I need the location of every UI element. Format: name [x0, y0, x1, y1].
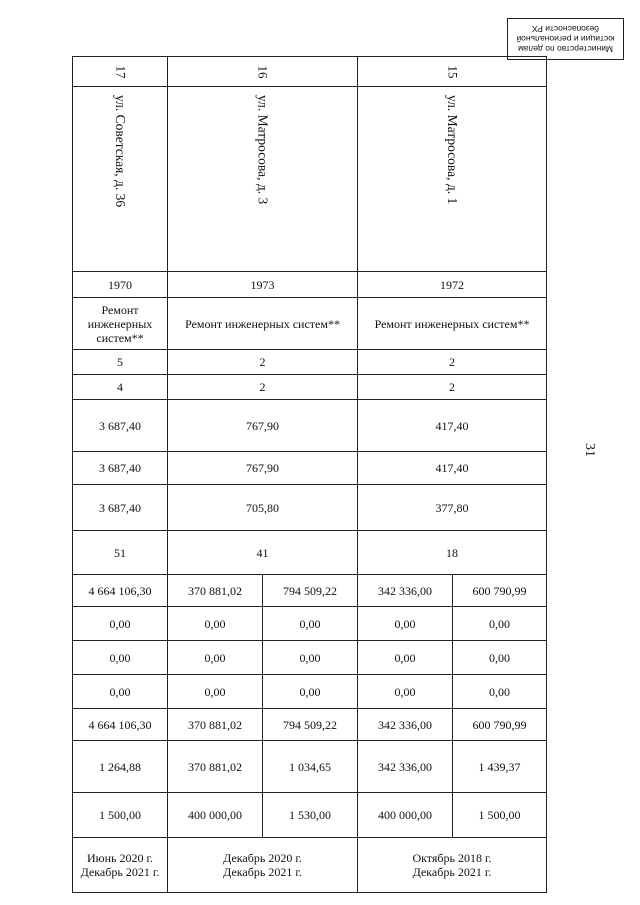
- table-cell: 370 881,02: [168, 709, 263, 741]
- table-cell: 2: [358, 375, 547, 400]
- table-row: [73, 607, 547, 641]
- ministry-stamp: [507, 18, 624, 60]
- address: ул. Матросова, д. 1: [445, 95, 460, 205]
- table-row: [73, 793, 547, 838]
- table-cell: 3 687,40: [73, 485, 168, 531]
- work-type: Ремонт инженерных систем**: [358, 298, 547, 350]
- table-cell: 4 664 106,30: [73, 575, 168, 607]
- table-row: [73, 375, 547, 400]
- table-row: [73, 57, 547, 87]
- table-cell: 1 530,00: [263, 793, 358, 838]
- residents-count: 18: [358, 531, 547, 575]
- stamp-line: юстиции и региональной: [516, 34, 615, 44]
- table-cell: 377,80: [358, 485, 547, 531]
- table-cell: 1 439,37: [453, 741, 547, 793]
- table-cell: 342 336,00: [358, 575, 453, 607]
- table-cell: [358, 87, 547, 272]
- table-row: [73, 400, 547, 452]
- table-cell: 0,00: [73, 607, 168, 641]
- total-area: 3 687,40: [73, 400, 168, 452]
- table-cell: 417,40: [358, 452, 547, 485]
- table-cell: 4: [73, 375, 168, 400]
- row-number: 17: [113, 65, 128, 78]
- table-cell: 0,00: [168, 607, 263, 641]
- table-cell: 0,00: [358, 675, 453, 709]
- residents-count: 51: [73, 531, 168, 575]
- table-cell: 794 509,22: [263, 575, 358, 607]
- page-number: 31: [582, 443, 597, 457]
- work-type: Ремонт инженерных систем**: [73, 298, 168, 350]
- work-period: [358, 838, 547, 893]
- table-cell: 342 336,00: [358, 709, 453, 741]
- table-cell: 400 000,00: [358, 793, 453, 838]
- address: ул. Советская, д. 36: [113, 95, 128, 208]
- table-row: [73, 675, 547, 709]
- table-cell: 400 000,00: [168, 793, 263, 838]
- table-cell: 370 881,02: [168, 741, 263, 793]
- table-cell: 0,00: [263, 675, 358, 709]
- table-cell: 0,00: [263, 607, 358, 641]
- table-cell: 0,00: [263, 641, 358, 675]
- period-start: Декабрь 2020 г.: [223, 851, 302, 865]
- address: ул. Матросова, д. 3: [255, 95, 271, 205]
- table-cell: 0,00: [453, 641, 547, 675]
- work-period: [73, 838, 168, 893]
- work-type: Ремонт инженерных систем**: [168, 298, 358, 350]
- total-area: 767,90: [168, 400, 358, 452]
- work-period: [168, 838, 358, 893]
- table-cell: 370 881,02: [168, 575, 263, 607]
- total-area: 417,40: [358, 400, 547, 452]
- table-cell: [358, 57, 547, 87]
- housing-repair-table: [72, 56, 547, 893]
- table-cell: 4 664 106,30: [73, 709, 168, 741]
- table-cell: [168, 87, 358, 272]
- table-cell: 1 264,88: [73, 741, 168, 793]
- build-year: 1970: [73, 272, 168, 298]
- table-row: [73, 531, 547, 575]
- table-row: [73, 741, 547, 793]
- table-cell: 3 687,40: [73, 452, 168, 485]
- stamp-line: Министерство по делам: [517, 44, 614, 54]
- table-row: [73, 838, 547, 893]
- table-row: [73, 350, 547, 375]
- period-start: Октябрь 2018 г.: [412, 851, 492, 865]
- table-row: [73, 298, 547, 350]
- table-cell: 767,90: [168, 452, 358, 485]
- table-row: [73, 575, 547, 607]
- table-row: [73, 272, 547, 298]
- build-year: 1973: [168, 272, 358, 298]
- period-end: Декабрь 2021 г.: [412, 865, 492, 879]
- table-cell: 0,00: [168, 675, 263, 709]
- table-cell: [73, 57, 168, 87]
- table-cell: 2: [168, 350, 358, 375]
- period-end: Декабрь 2021 г.: [80, 865, 160, 879]
- table-cell: 600 790,99: [453, 575, 547, 607]
- table-cell: 2: [168, 375, 358, 400]
- table-cell: 705,80: [168, 485, 358, 531]
- table-cell: 0,00: [358, 641, 453, 675]
- table-cell: 0,00: [73, 641, 168, 675]
- table-row: [73, 709, 547, 741]
- period-end: Декабрь 2021 г.: [223, 865, 302, 879]
- table-row: [73, 87, 547, 272]
- table-row: [73, 452, 547, 485]
- table-row: [73, 641, 547, 675]
- table-cell: 0,00: [453, 607, 547, 641]
- row-number: 15: [445, 65, 460, 78]
- table-cell: 0,00: [168, 641, 263, 675]
- period-start: Июнь 2020 г.: [86, 851, 154, 865]
- row-number: 16: [255, 65, 271, 78]
- table-cell: 342 336,00: [358, 741, 453, 793]
- table-cell: 1 034,65: [263, 741, 358, 793]
- table-cell: 0,00: [358, 607, 453, 641]
- build-year: 1972: [358, 272, 547, 298]
- table-cell: [168, 57, 358, 87]
- table-cell: 5: [73, 350, 168, 375]
- table-cell: 2: [358, 350, 547, 375]
- table-cell: 0,00: [453, 675, 547, 709]
- table-cell: 600 790,99: [453, 709, 547, 741]
- table-cell: 1 500,00: [73, 793, 168, 838]
- residents-count: 41: [168, 531, 358, 575]
- stamp-line: безопасности РХ: [531, 24, 600, 34]
- table-cell: 0,00: [73, 675, 168, 709]
- table-row: [73, 485, 547, 531]
- table-cell: 794 509,22: [263, 709, 358, 741]
- table-cell: 1 500,00: [453, 793, 547, 838]
- table-cell: [73, 87, 168, 272]
